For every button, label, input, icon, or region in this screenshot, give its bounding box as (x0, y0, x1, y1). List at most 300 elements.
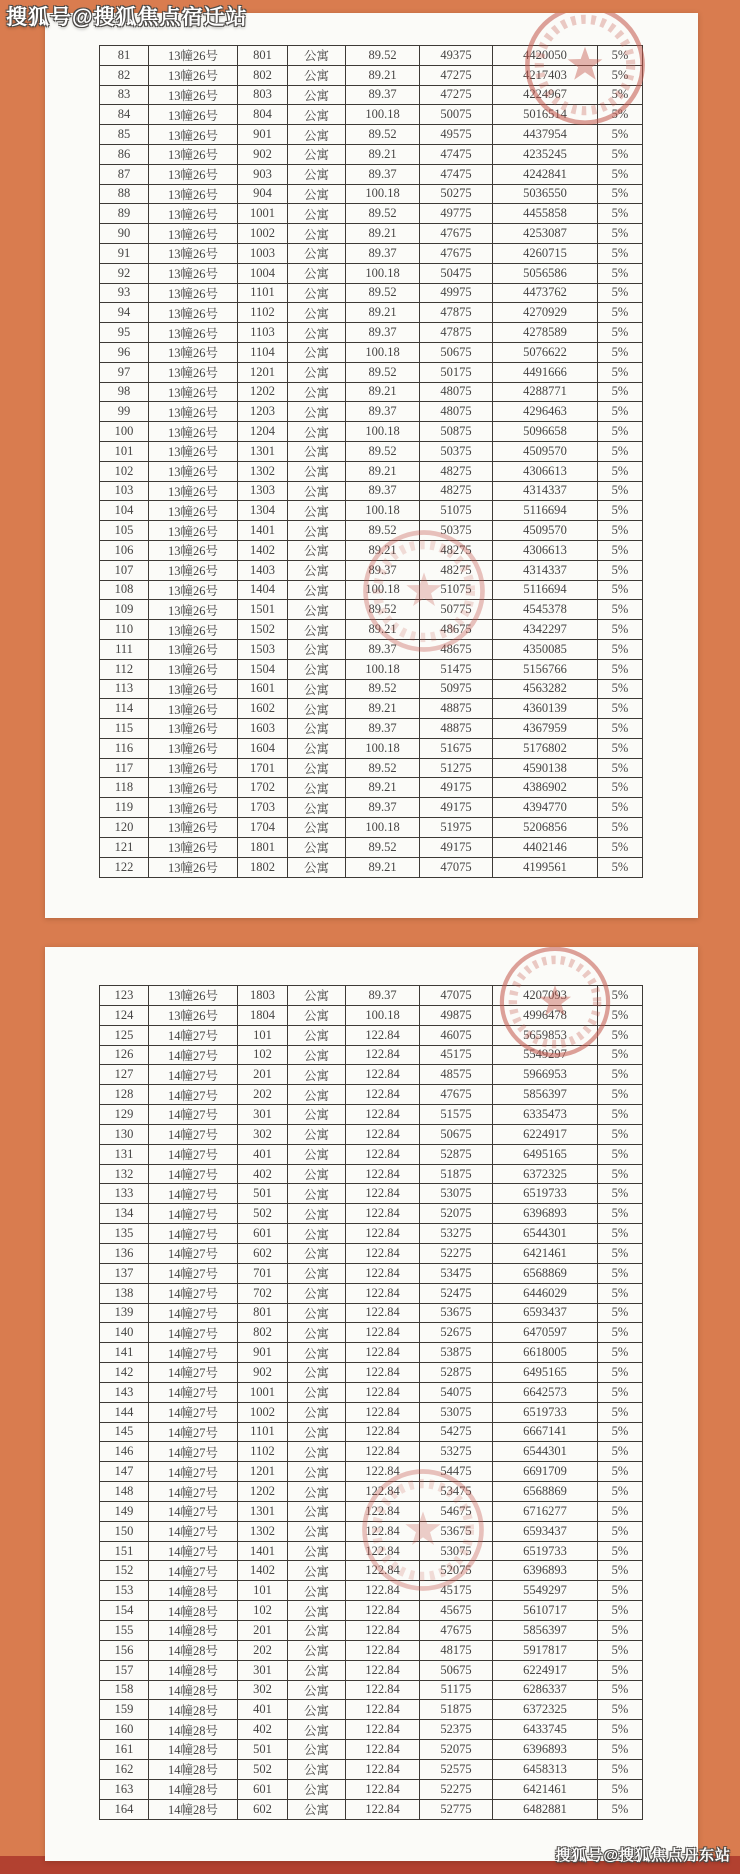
cell-total_price: 6482881 (493, 1799, 598, 1819)
cell-area: 89.37 (346, 639, 420, 659)
cell-no: 95 (100, 323, 149, 343)
cell-use: 公寓 (288, 1462, 346, 1482)
cell-ratio: 5% (598, 1402, 643, 1422)
cell-unit_price: 49975 (420, 283, 493, 303)
cell-building: 13幢26号 (149, 85, 238, 105)
cell-area: 122.84 (346, 1422, 420, 1442)
cell-ratio: 5% (598, 164, 643, 184)
cell-total_price: 6593437 (493, 1521, 598, 1541)
cell-ratio: 5% (598, 1601, 643, 1621)
cell-building: 13幢26号 (149, 402, 238, 422)
cell-area: 122.84 (346, 1124, 420, 1144)
cell-unit_price: 48175 (420, 1640, 493, 1660)
cell-ratio: 5% (598, 1382, 643, 1402)
cell-unit_price: 51075 (420, 501, 493, 521)
cell-no: 147 (100, 1462, 149, 1482)
cell-building: 14幢28号 (149, 1680, 238, 1700)
cell-room: 1501 (238, 600, 288, 620)
table-row (100, 1680, 643, 1700)
cell-ratio: 5% (598, 402, 643, 422)
cell-no: 116 (100, 738, 149, 758)
cell-no: 99 (100, 402, 149, 422)
table-row (100, 1422, 643, 1442)
cell-ratio: 5% (598, 1759, 643, 1779)
cell-no: 149 (100, 1501, 149, 1521)
table-row (100, 243, 643, 263)
cell-ratio: 5% (598, 1243, 643, 1263)
cell-unit_price: 48275 (420, 560, 493, 580)
cell-room: 1603 (238, 719, 288, 739)
cell-area: 100.18 (346, 818, 420, 838)
cell-total_price: 5856397 (493, 1621, 598, 1641)
cell-room: 402 (238, 1720, 288, 1740)
cell-building: 14幢27号 (149, 1382, 238, 1402)
cell-use: 公寓 (288, 1204, 346, 1224)
cell-area: 100.18 (346, 501, 420, 521)
cell-ratio: 5% (598, 441, 643, 461)
cell-area: 89.37 (346, 85, 420, 105)
cell-area: 89.21 (346, 382, 420, 402)
cell-area: 89.52 (346, 441, 420, 461)
cell-use: 公寓 (288, 818, 346, 838)
cell-ratio: 5% (598, 758, 643, 778)
cell-building: 14幢27号 (149, 1204, 238, 1224)
cell-area: 89.37 (346, 243, 420, 263)
cell-total_price: 5016514 (493, 105, 598, 125)
cell-area: 122.84 (346, 1224, 420, 1244)
cell-ratio: 5% (598, 125, 643, 145)
cell-use: 公寓 (288, 125, 346, 145)
table-row (100, 1363, 643, 1383)
cell-use: 公寓 (288, 1720, 346, 1740)
cell-room: 1004 (238, 263, 288, 283)
cell-total_price: 6495165 (493, 1363, 598, 1383)
cell-area: 89.52 (346, 521, 420, 541)
cell-building: 13幢26号 (149, 679, 238, 699)
cell-unit_price: 47675 (420, 1085, 493, 1105)
table-row (100, 1779, 643, 1799)
table-row (100, 1124, 643, 1144)
cell-room: 901 (238, 125, 288, 145)
cell-room: 1102 (238, 1442, 288, 1462)
cell-total_price: 6470597 (493, 1323, 598, 1343)
cell-no: 84 (100, 105, 149, 125)
cell-area: 122.84 (346, 1105, 420, 1125)
cell-use: 公寓 (288, 1402, 346, 1422)
table-row (100, 1382, 643, 1402)
cell-no: 138 (100, 1283, 149, 1303)
cell-room: 302 (238, 1680, 288, 1700)
cell-unit_price: 48875 (420, 699, 493, 719)
cell-no: 88 (100, 184, 149, 204)
table-row (100, 461, 643, 481)
cell-use: 公寓 (288, 738, 346, 758)
cell-building: 14幢27号 (149, 1224, 238, 1244)
cell-unit_price: 51575 (420, 1105, 493, 1125)
cell-building: 14幢27号 (149, 1402, 238, 1422)
cell-unit_price: 46075 (420, 1025, 493, 1045)
cell-building: 14幢27号 (149, 1363, 238, 1383)
cell-use: 公寓 (288, 1442, 346, 1462)
cell-ratio: 5% (598, 521, 643, 541)
table-row (100, 1759, 643, 1779)
cell-room: 502 (238, 1204, 288, 1224)
cell-area: 100.18 (346, 342, 420, 362)
cell-use: 公寓 (288, 1085, 346, 1105)
table-row (100, 1184, 643, 1204)
cell-ratio: 5% (598, 1521, 643, 1541)
cell-room: 1104 (238, 342, 288, 362)
cell-building: 13幢26号 (149, 125, 238, 145)
cell-building: 13幢26号 (149, 501, 238, 521)
cell-use: 公寓 (288, 1105, 346, 1125)
cell-area: 89.21 (346, 65, 420, 85)
cell-ratio: 5% (598, 818, 643, 838)
cell-area: 122.84 (346, 1462, 420, 1482)
cell-room: 1401 (238, 1541, 288, 1561)
cell-area: 122.84 (346, 1263, 420, 1283)
cell-use: 公寓 (288, 184, 346, 204)
cell-room: 1703 (238, 798, 288, 818)
cell-room: 301 (238, 1660, 288, 1680)
cell-no: 86 (100, 144, 149, 164)
table-row (100, 1025, 643, 1045)
cell-total_price: 4217403 (493, 65, 598, 85)
cell-ratio: 5% (598, 224, 643, 244)
cell-ratio: 5% (598, 1720, 643, 1740)
table-row (100, 837, 643, 857)
cell-ratio: 5% (598, 422, 643, 442)
cell-no: 110 (100, 620, 149, 640)
cell-use: 公寓 (288, 1263, 346, 1283)
cell-area: 122.84 (346, 1601, 420, 1621)
cell-use: 公寓 (288, 1224, 346, 1244)
cell-building: 14幢27号 (149, 1482, 238, 1502)
cell-unit_price: 47675 (420, 224, 493, 244)
cell-area: 122.84 (346, 1402, 420, 1422)
cell-no: 134 (100, 1204, 149, 1224)
cell-ratio: 5% (598, 1204, 643, 1224)
cell-room: 802 (238, 1323, 288, 1343)
cell-use: 公寓 (288, 481, 346, 501)
cell-building: 13幢26号 (149, 818, 238, 838)
cell-unit_price: 51175 (420, 1680, 493, 1700)
cell-ratio: 5% (598, 580, 643, 600)
cell-room: 402 (238, 1164, 288, 1184)
cell-room: 101 (238, 1581, 288, 1601)
cell-area: 122.84 (346, 1521, 420, 1541)
cell-area: 89.21 (346, 620, 420, 640)
cell-ratio: 5% (598, 243, 643, 263)
cell-ratio: 5% (598, 85, 643, 105)
cell-ratio: 5% (598, 263, 643, 283)
table-row (100, 1005, 643, 1025)
cell-total_price: 6372325 (493, 1700, 598, 1720)
cell-no: 130 (100, 1124, 149, 1144)
cell-room: 201 (238, 1065, 288, 1085)
cell-total_price: 6433745 (493, 1720, 598, 1740)
cell-unit_price: 51975 (420, 818, 493, 838)
cell-room: 802 (238, 65, 288, 85)
cell-building: 13幢26号 (149, 1005, 238, 1025)
cell-ratio: 5% (598, 1541, 643, 1561)
cell-unit_price: 53475 (420, 1482, 493, 1502)
table-row (100, 1621, 643, 1641)
table-row (100, 719, 643, 739)
cell-area: 122.84 (346, 1144, 420, 1164)
cell-use: 公寓 (288, 1779, 346, 1799)
cell-no: 115 (100, 719, 149, 739)
table-body (100, 986, 643, 1820)
cell-use: 公寓 (288, 719, 346, 739)
table-row (100, 818, 643, 838)
cell-building: 14幢27号 (149, 1462, 238, 1482)
table-row (100, 1144, 643, 1164)
cell-ratio: 5% (598, 1065, 643, 1085)
cell-area: 122.84 (346, 1680, 420, 1700)
cell-ratio: 5% (598, 1422, 643, 1442)
cell-use: 公寓 (288, 600, 346, 620)
table-row (100, 283, 643, 303)
cell-no: 128 (100, 1085, 149, 1105)
cell-unit_price: 45175 (420, 1581, 493, 1601)
cell-no: 123 (100, 986, 149, 1006)
cell-unit_price: 45675 (420, 1601, 493, 1621)
cell-use: 公寓 (288, 1541, 346, 1561)
cell-ratio: 5% (598, 1025, 643, 1045)
table-row (100, 144, 643, 164)
table-row (100, 1105, 643, 1125)
cell-use: 公寓 (288, 699, 346, 719)
cell-room: 1002 (238, 1402, 288, 1422)
cell-area: 122.84 (346, 1184, 420, 1204)
cell-total_price: 4306613 (493, 461, 598, 481)
cell-building: 13幢26号 (149, 65, 238, 85)
cell-unit_price: 52475 (420, 1283, 493, 1303)
cell-ratio: 5% (598, 1144, 643, 1164)
cell-building: 14幢27号 (149, 1561, 238, 1581)
cell-unit_price: 49775 (420, 204, 493, 224)
cell-ratio: 5% (598, 342, 643, 362)
cell-unit_price: 50475 (420, 263, 493, 283)
cell-no: 120 (100, 818, 149, 838)
cell-room: 401 (238, 1144, 288, 1164)
cell-ratio: 5% (598, 1462, 643, 1482)
table-row (100, 1640, 643, 1660)
cell-use: 公寓 (288, 620, 346, 640)
cell-area: 100.18 (346, 263, 420, 283)
cell-unit_price: 52075 (420, 1204, 493, 1224)
cell-no: 106 (100, 540, 149, 560)
table-row (100, 1164, 643, 1184)
table-row (100, 1283, 643, 1303)
table-row (100, 105, 643, 125)
cell-no: 111 (100, 639, 149, 659)
cell-total_price: 4455858 (493, 204, 598, 224)
cell-unit_price: 48675 (420, 620, 493, 640)
cell-unit_price: 53075 (420, 1184, 493, 1204)
cell-area: 122.84 (346, 1581, 420, 1601)
cell-no: 145 (100, 1422, 149, 1442)
cell-use: 公寓 (288, 521, 346, 541)
cell-area: 122.84 (346, 1640, 420, 1660)
cell-room: 904 (238, 184, 288, 204)
cell-use: 公寓 (288, 224, 346, 244)
cell-total_price: 5156766 (493, 659, 598, 679)
cell-building: 13幢26号 (149, 224, 238, 244)
cell-ratio: 5% (598, 1621, 643, 1641)
cell-unit_price: 47875 (420, 323, 493, 343)
cell-ratio: 5% (598, 1124, 643, 1144)
cell-room: 1001 (238, 204, 288, 224)
table-row (100, 1263, 643, 1283)
cell-unit_price: 47675 (420, 1621, 493, 1641)
cell-room: 1701 (238, 758, 288, 778)
cell-area: 122.84 (346, 1799, 420, 1819)
cell-building: 13幢26号 (149, 144, 238, 164)
cell-unit_price: 50875 (420, 422, 493, 442)
cell-ratio: 5% (598, 560, 643, 580)
cell-area: 89.52 (346, 125, 420, 145)
cell-building: 13幢26号 (149, 382, 238, 402)
cell-ratio: 5% (598, 1740, 643, 1760)
cell-area: 89.21 (346, 144, 420, 164)
cell-use: 公寓 (288, 1343, 346, 1363)
cell-no: 142 (100, 1363, 149, 1383)
cell-building: 13幢26号 (149, 699, 238, 719)
cell-area: 122.84 (346, 1204, 420, 1224)
cell-building: 13幢26号 (149, 560, 238, 580)
cell-area: 100.18 (346, 580, 420, 600)
price-table-page-2 (99, 985, 643, 1820)
cell-area: 122.84 (346, 1700, 420, 1720)
cell-total_price: 4996478 (493, 1005, 598, 1025)
cell-room: 1202 (238, 1482, 288, 1502)
cell-no: 102 (100, 461, 149, 481)
cell-unit_price: 50175 (420, 362, 493, 382)
table-row (100, 857, 643, 877)
cell-use: 公寓 (288, 798, 346, 818)
cell-use: 公寓 (288, 1065, 346, 1085)
cell-room: 1301 (238, 441, 288, 461)
cell-building: 13幢26号 (149, 719, 238, 739)
cell-no: 117 (100, 758, 149, 778)
cell-ratio: 5% (598, 1501, 643, 1521)
cell-total_price: 4473762 (493, 283, 598, 303)
cell-use: 公寓 (288, 342, 346, 362)
cell-use: 公寓 (288, 1243, 346, 1263)
cell-area: 89.37 (346, 323, 420, 343)
cell-area: 89.52 (346, 46, 420, 66)
cell-total_price: 6396893 (493, 1740, 598, 1760)
cell-building: 14幢28号 (149, 1779, 238, 1799)
cell-ratio: 5% (598, 1482, 643, 1502)
cell-room: 1204 (238, 422, 288, 442)
cell-room: 1002 (238, 224, 288, 244)
cell-building: 14幢28号 (149, 1700, 238, 1720)
cell-ratio: 5% (598, 184, 643, 204)
cell-ratio: 5% (598, 204, 643, 224)
cell-room: 102 (238, 1045, 288, 1065)
cell-ratio: 5% (598, 1343, 643, 1363)
cell-use: 公寓 (288, 758, 346, 778)
cell-area: 100.18 (346, 105, 420, 125)
cell-use: 公寓 (288, 402, 346, 422)
cell-room: 1101 (238, 283, 288, 303)
cell-unit_price: 48875 (420, 719, 493, 739)
cell-room: 902 (238, 144, 288, 164)
table-row (100, 164, 643, 184)
cell-total_price: 4207093 (493, 986, 598, 1006)
cell-building: 14幢27号 (149, 1105, 238, 1125)
cell-use: 公寓 (288, 1660, 346, 1680)
cell-total_price: 6224917 (493, 1660, 598, 1680)
cell-building: 13幢26号 (149, 778, 238, 798)
cell-room: 1402 (238, 1561, 288, 1581)
cell-no: 107 (100, 560, 149, 580)
cell-building: 13幢26号 (149, 243, 238, 263)
cell-building: 13幢26号 (149, 738, 238, 758)
cell-area: 89.37 (346, 481, 420, 501)
cell-no: 152 (100, 1561, 149, 1581)
table-row (100, 1561, 643, 1581)
cell-ratio: 5% (598, 283, 643, 303)
cell-ratio: 5% (598, 1283, 643, 1303)
cell-unit_price: 47475 (420, 144, 493, 164)
cell-total_price: 6593437 (493, 1303, 598, 1323)
table-row (100, 303, 643, 323)
cell-building: 14幢27号 (149, 1045, 238, 1065)
cell-no: 105 (100, 521, 149, 541)
cell-area: 89.37 (346, 402, 420, 422)
cell-building: 13幢26号 (149, 184, 238, 204)
cell-building: 13幢26号 (149, 461, 238, 481)
table-row (100, 1521, 643, 1541)
table-row (100, 758, 643, 778)
cell-use: 公寓 (288, 580, 346, 600)
cell-room: 1602 (238, 699, 288, 719)
cell-building: 14幢28号 (149, 1740, 238, 1760)
cell-area: 89.52 (346, 837, 420, 857)
cell-unit_price: 49175 (420, 778, 493, 798)
table-row (100, 1799, 643, 1819)
cell-room: 701 (238, 1263, 288, 1283)
cell-unit_price: 53075 (420, 1402, 493, 1422)
cell-total_price: 5610717 (493, 1601, 598, 1621)
table-row (100, 1085, 643, 1105)
table-row (100, 1601, 643, 1621)
cell-no: 94 (100, 303, 149, 323)
cell-area: 89.21 (346, 303, 420, 323)
cell-total_price: 6286337 (493, 1680, 598, 1700)
cell-area: 122.84 (346, 1779, 420, 1799)
cell-area: 122.84 (346, 1720, 420, 1740)
cell-use: 公寓 (288, 1422, 346, 1442)
table-row (100, 402, 643, 422)
cell-room: 1601 (238, 679, 288, 699)
cell-unit_price: 49575 (420, 125, 493, 145)
cell-ratio: 5% (598, 699, 643, 719)
cell-use: 公寓 (288, 323, 346, 343)
cell-area: 100.18 (346, 738, 420, 758)
cell-total_price: 6519733 (493, 1402, 598, 1422)
cell-room: 501 (238, 1184, 288, 1204)
table-row (100, 1224, 643, 1244)
cell-total_price: 4242841 (493, 164, 598, 184)
cell-area: 89.21 (346, 540, 420, 560)
cell-building: 14幢27号 (149, 1501, 238, 1521)
cell-use: 公寓 (288, 1323, 346, 1343)
